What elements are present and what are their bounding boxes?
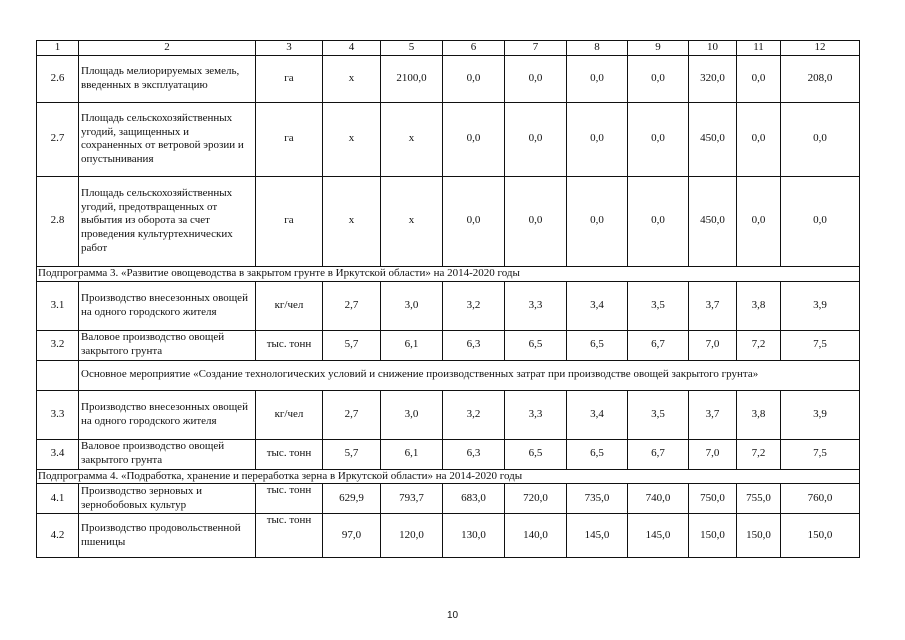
value-cell: 5,7 [323, 330, 381, 360]
value-cell: 6,5 [505, 439, 567, 469]
value-cell: 0,0 [737, 102, 781, 176]
value-cell: 3,7 [689, 281, 737, 330]
table-row [37, 390, 860, 439]
value-cell: 6,3 [443, 330, 505, 360]
value-cell: 3,0 [381, 390, 443, 439]
unit-cell: тыс. тонн [256, 514, 323, 558]
value-cell: 3,9 [781, 390, 860, 439]
indicator-name: Производство внесезонных овощей на одного городского жителя [79, 281, 256, 330]
value-cell: 3,5 [628, 390, 689, 439]
header-cell: 11 [737, 41, 781, 56]
value-cell: 735,0 [567, 484, 628, 514]
value-cell: 450,0 [689, 176, 737, 266]
indicator-name: Производство внесезонных овощей на одного городского жителя [79, 390, 256, 439]
value-cell: 0,0 [443, 102, 505, 176]
value-cell: x [323, 102, 381, 176]
value-cell: 0,0 [443, 176, 505, 266]
value-cell: 750,0 [689, 484, 737, 514]
value-cell: 7,0 [689, 330, 737, 360]
indicator-name: Производство продовольственной пшеницы [79, 514, 256, 558]
main-event-row [37, 360, 860, 390]
header-row [37, 41, 860, 56]
value-cell: 0,0 [628, 176, 689, 266]
value-cell: 3,3 [505, 390, 567, 439]
unit-cell: тыс. тонн [256, 330, 323, 360]
value-cell: 5,7 [323, 439, 381, 469]
value-cell: 3,0 [381, 281, 443, 330]
indicators-table [36, 40, 860, 558]
header-cell: 9 [628, 41, 689, 56]
table-row [37, 281, 860, 330]
row-number: 4.1 [37, 484, 79, 514]
header-cell: 4 [323, 41, 381, 56]
value-cell: 7,2 [737, 330, 781, 360]
table-row [37, 330, 860, 360]
value-cell: 3,4 [567, 281, 628, 330]
value-cell: 720,0 [505, 484, 567, 514]
value-cell: 0,0 [443, 55, 505, 102]
value-cell: 2,7 [323, 281, 381, 330]
header-cell: 8 [567, 41, 628, 56]
value-cell: 3,5 [628, 281, 689, 330]
value-cell: 6,3 [443, 439, 505, 469]
header-cell: 5 [381, 41, 443, 56]
row-number: 2.8 [37, 176, 79, 266]
header-cell: 12 [781, 41, 860, 56]
subprogram-heading: Подпрограмма 4. «Подработка, хранение и переработка зерна в Иркутской области» на 2014-2020 годы [37, 469, 860, 484]
value-cell: 6,5 [505, 330, 567, 360]
value-cell: 150,0 [781, 514, 860, 558]
value-cell: x [381, 102, 443, 176]
value-cell: 3,8 [737, 281, 781, 330]
main-event: Основное мероприятие «Создание технологических условий и снижение производственных затрат при производстве овощей закрытого грунта» [79, 360, 860, 390]
header-cell: 1 [37, 41, 79, 56]
value-cell: x [323, 55, 381, 102]
indicator-name: Площадь сельскохозяйственных угодий, защищенных и сохраненных от ветровой эрозии и опустынивания [79, 102, 256, 176]
header-cell: 10 [689, 41, 737, 56]
value-cell: 6,7 [628, 439, 689, 469]
value-cell: 7,0 [689, 439, 737, 469]
value-cell: 3,4 [567, 390, 628, 439]
table-row [37, 102, 860, 176]
value-cell: 740,0 [628, 484, 689, 514]
value-cell: 2100,0 [381, 55, 443, 102]
table-row [37, 55, 860, 102]
row-number: 2.7 [37, 102, 79, 176]
value-cell: 120,0 [381, 514, 443, 558]
value-cell: 793,7 [381, 484, 443, 514]
value-cell: 683,0 [443, 484, 505, 514]
subprogram-heading: Подпрограмма 3. «Развитие овощеводства в закрытом грунте в Иркутской области» на 2014-2020 годы [37, 266, 860, 281]
value-cell: 450,0 [689, 102, 737, 176]
header-cell: 7 [505, 41, 567, 56]
value-cell: 7,5 [781, 439, 860, 469]
table-row [37, 484, 860, 514]
value-cell: 0,0 [567, 176, 628, 266]
value-cell: 0,0 [505, 55, 567, 102]
empty-cell [37, 360, 79, 390]
subprogram-heading-row [37, 469, 860, 484]
page-number: 10 [446, 610, 459, 621]
value-cell: 150,0 [689, 514, 737, 558]
value-cell: 629,9 [323, 484, 381, 514]
table-row [37, 514, 860, 558]
value-cell: 3,9 [781, 281, 860, 330]
indicator-name: Валовое производство овощей закрытого грунта [79, 439, 256, 469]
indicator-name: Площадь сельскохозяйственных угодий, предотвращенных от выбытия из оборота за счет проведения культуртехнических работ [79, 176, 256, 266]
value-cell: 0,0 [781, 102, 860, 176]
value-cell: 3,2 [443, 281, 505, 330]
header-cell: 6 [443, 41, 505, 56]
value-cell: 755,0 [737, 484, 781, 514]
unit-cell: га [256, 55, 323, 102]
value-cell: 760,0 [781, 484, 860, 514]
header-cell: 2 [79, 41, 256, 56]
value-cell: 0,0 [628, 102, 689, 176]
value-cell: 0,0 [628, 55, 689, 102]
unit-cell: тыс. тонн [256, 484, 323, 514]
row-number: 3.3 [37, 390, 79, 439]
subprogram-heading-row [37, 266, 860, 281]
value-cell: 0,0 [737, 176, 781, 266]
indicator-name: Валовое производство овощей закрытого грунта [79, 330, 256, 360]
value-cell: 0,0 [567, 102, 628, 176]
value-cell: 2,7 [323, 390, 381, 439]
unit-cell: га [256, 102, 323, 176]
value-cell: 150,0 [737, 514, 781, 558]
row-number: 3.2 [37, 330, 79, 360]
header-cell: 3 [256, 41, 323, 56]
value-cell: 7,5 [781, 330, 860, 360]
unit-cell: га [256, 176, 323, 266]
value-cell: 3,2 [443, 390, 505, 439]
unit-cell: кг/чел [256, 390, 323, 439]
value-cell: 320,0 [689, 55, 737, 102]
value-cell: 145,0 [567, 514, 628, 558]
table-body [37, 41, 860, 558]
value-cell: 0,0 [505, 176, 567, 266]
table-row [37, 176, 860, 266]
value-cell: 0,0 [505, 102, 567, 176]
table-row [37, 439, 860, 469]
value-cell: 0,0 [567, 55, 628, 102]
value-cell: 140,0 [505, 514, 567, 558]
value-cell: 208,0 [781, 55, 860, 102]
value-cell: 6,1 [381, 330, 443, 360]
value-cell: x [381, 176, 443, 266]
value-cell: 3,7 [689, 390, 737, 439]
value-cell: 6,5 [567, 330, 628, 360]
indicator-name: Площадь мелиорируемых земель, введенных в эксплуатацию [79, 55, 256, 102]
value-cell: 3,8 [737, 390, 781, 439]
value-cell: 3,3 [505, 281, 567, 330]
indicator-name: Производство зерновых и зернобобовых культур [79, 484, 256, 514]
value-cell: 6,5 [567, 439, 628, 469]
row-number: 3.1 [37, 281, 79, 330]
value-cell: 0,0 [737, 55, 781, 102]
unit-cell: тыс. тонн [256, 439, 323, 469]
value-cell: 6,7 [628, 330, 689, 360]
value-cell: 145,0 [628, 514, 689, 558]
value-cell: 130,0 [443, 514, 505, 558]
row-number: 2.6 [37, 55, 79, 102]
value-cell: 7,2 [737, 439, 781, 469]
row-number: 3.4 [37, 439, 79, 469]
value-cell: 6,1 [381, 439, 443, 469]
row-number: 4.2 [37, 514, 79, 558]
unit-cell: кг/чел [256, 281, 323, 330]
value-cell: x [323, 176, 381, 266]
value-cell: 97,0 [323, 514, 381, 558]
value-cell: 0,0 [781, 176, 860, 266]
